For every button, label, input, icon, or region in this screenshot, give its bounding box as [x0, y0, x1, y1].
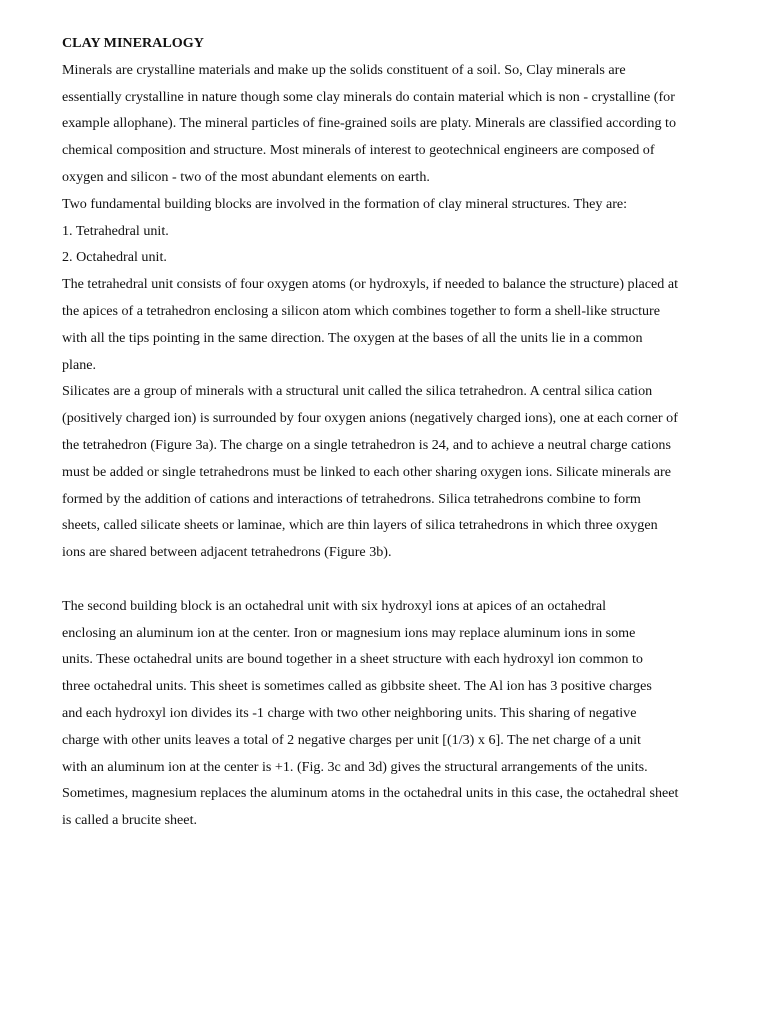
text-line: and each hydroxyl ion divides its -1 charge with two other neighboring units. This sharing of negative — [62, 704, 637, 721]
text-line: with an aluminum ion at the center is +1. (Fig. 3c and 3d) gives the structural arrangements of the units. — [62, 758, 648, 775]
text-line: essentially crystalline in nature though some clay minerals do contain material which is non - crystalline (for — [62, 88, 675, 105]
text-line: charge with other units leaves a total of 2 negative charges per unit [(1/3) x 6]. The net charge of a unit — [62, 731, 641, 748]
text-line: Silicates are a group of minerals with a structural unit called the silica tetrahedron. A central silica cation — [62, 383, 653, 400]
paragraph-spacer — [62, 566, 726, 593]
list-item: 1. Tetrahedral unit. — [62, 222, 169, 239]
text-line: the tetrahedron (Figure 3a). The charge on a single tetrahedron is 24, and to achieve a neutral charge cations — [62, 436, 671, 453]
text-line: plane. — [62, 356, 97, 373]
text-line: sheets, called silicate sheets or laminae, which are thin layers of silica tetrahedrons in which three oxygen — [62, 517, 658, 534]
intro-paragraph — [62, 57, 726, 191]
building-blocks-intro: Two fundamental building blocks are involved in the formation of clay mineral structures. They are: — [62, 195, 628, 212]
text-line: chemical composition and structure. Most minerals of interest to geotechnical engineers are composed of — [62, 142, 655, 159]
document-page — [62, 30, 726, 834]
text-line: oxygen and silicon - two of the most abundant elements on earth. — [62, 168, 430, 185]
text-line: must be added or single tetrahedrons must be linked to each other sharing oxygen ions. Silicate minerals are — [62, 463, 671, 480]
text-line: The second building block is an octahedral unit with six hydroxyl ions at apices of an octahedral — [62, 597, 607, 614]
text-line: ions are shared between adjacent tetrahedrons (Figure 3b). — [62, 544, 392, 561]
text-line: Minerals are crystalline materials and make up the solids constituent of a soil. So, Clay minerals are — [62, 61, 626, 78]
tetrahedral-paragraph — [62, 271, 726, 378]
text-line: example allophane). The mineral particles of fine-grained soils are platy. Minerals are classified according to — [62, 115, 677, 132]
text-line: Sometimes, magnesium replaces the aluminum atoms in the octahedral units in this case, the octahedral sheet — [62, 785, 679, 802]
text-line: is called a brucite sheet. — [62, 812, 198, 829]
building-blocks-list — [62, 218, 726, 272]
silicates-paragraph — [62, 378, 726, 566]
octahedral-paragraph — [62, 593, 726, 834]
text-line: the apices of a tetrahedron enclosing a silicon atom which combines together to form a shell-like structure — [62, 302, 661, 319]
document-title: CLAY MINERALOGY — [62, 35, 204, 51]
text-line: formed by the addition of cations and interactions of tetrahedrons. Silica tetrahedrons combine to form — [62, 490, 641, 507]
text-line: The tetrahedral unit consists of four oxygen atoms (or hydroxyls, if needed to balance the structure) placed at — [62, 276, 679, 293]
text-line: enclosing an aluminum ion at the center. Iron or magnesium ions may replace aluminum ions in some — [62, 624, 636, 641]
text-line: units. These octahedral units are bound together in a sheet structure with each hydroxyl ion common to — [62, 651, 643, 668]
text-line: three octahedral units. This sheet is sometimes called as gibbsite sheet. The Al ion has 3 positive charges — [62, 678, 652, 695]
list-item: 2. Octahedral unit. — [62, 249, 167, 266]
text-line: with all the tips pointing in the same direction. The oxygen at the bases of all the units lie in a common — [62, 329, 643, 346]
text-line: (positively charged ion) is surrounded by four oxygen anions (negatively charged ions), one at each corner of — [62, 410, 678, 427]
